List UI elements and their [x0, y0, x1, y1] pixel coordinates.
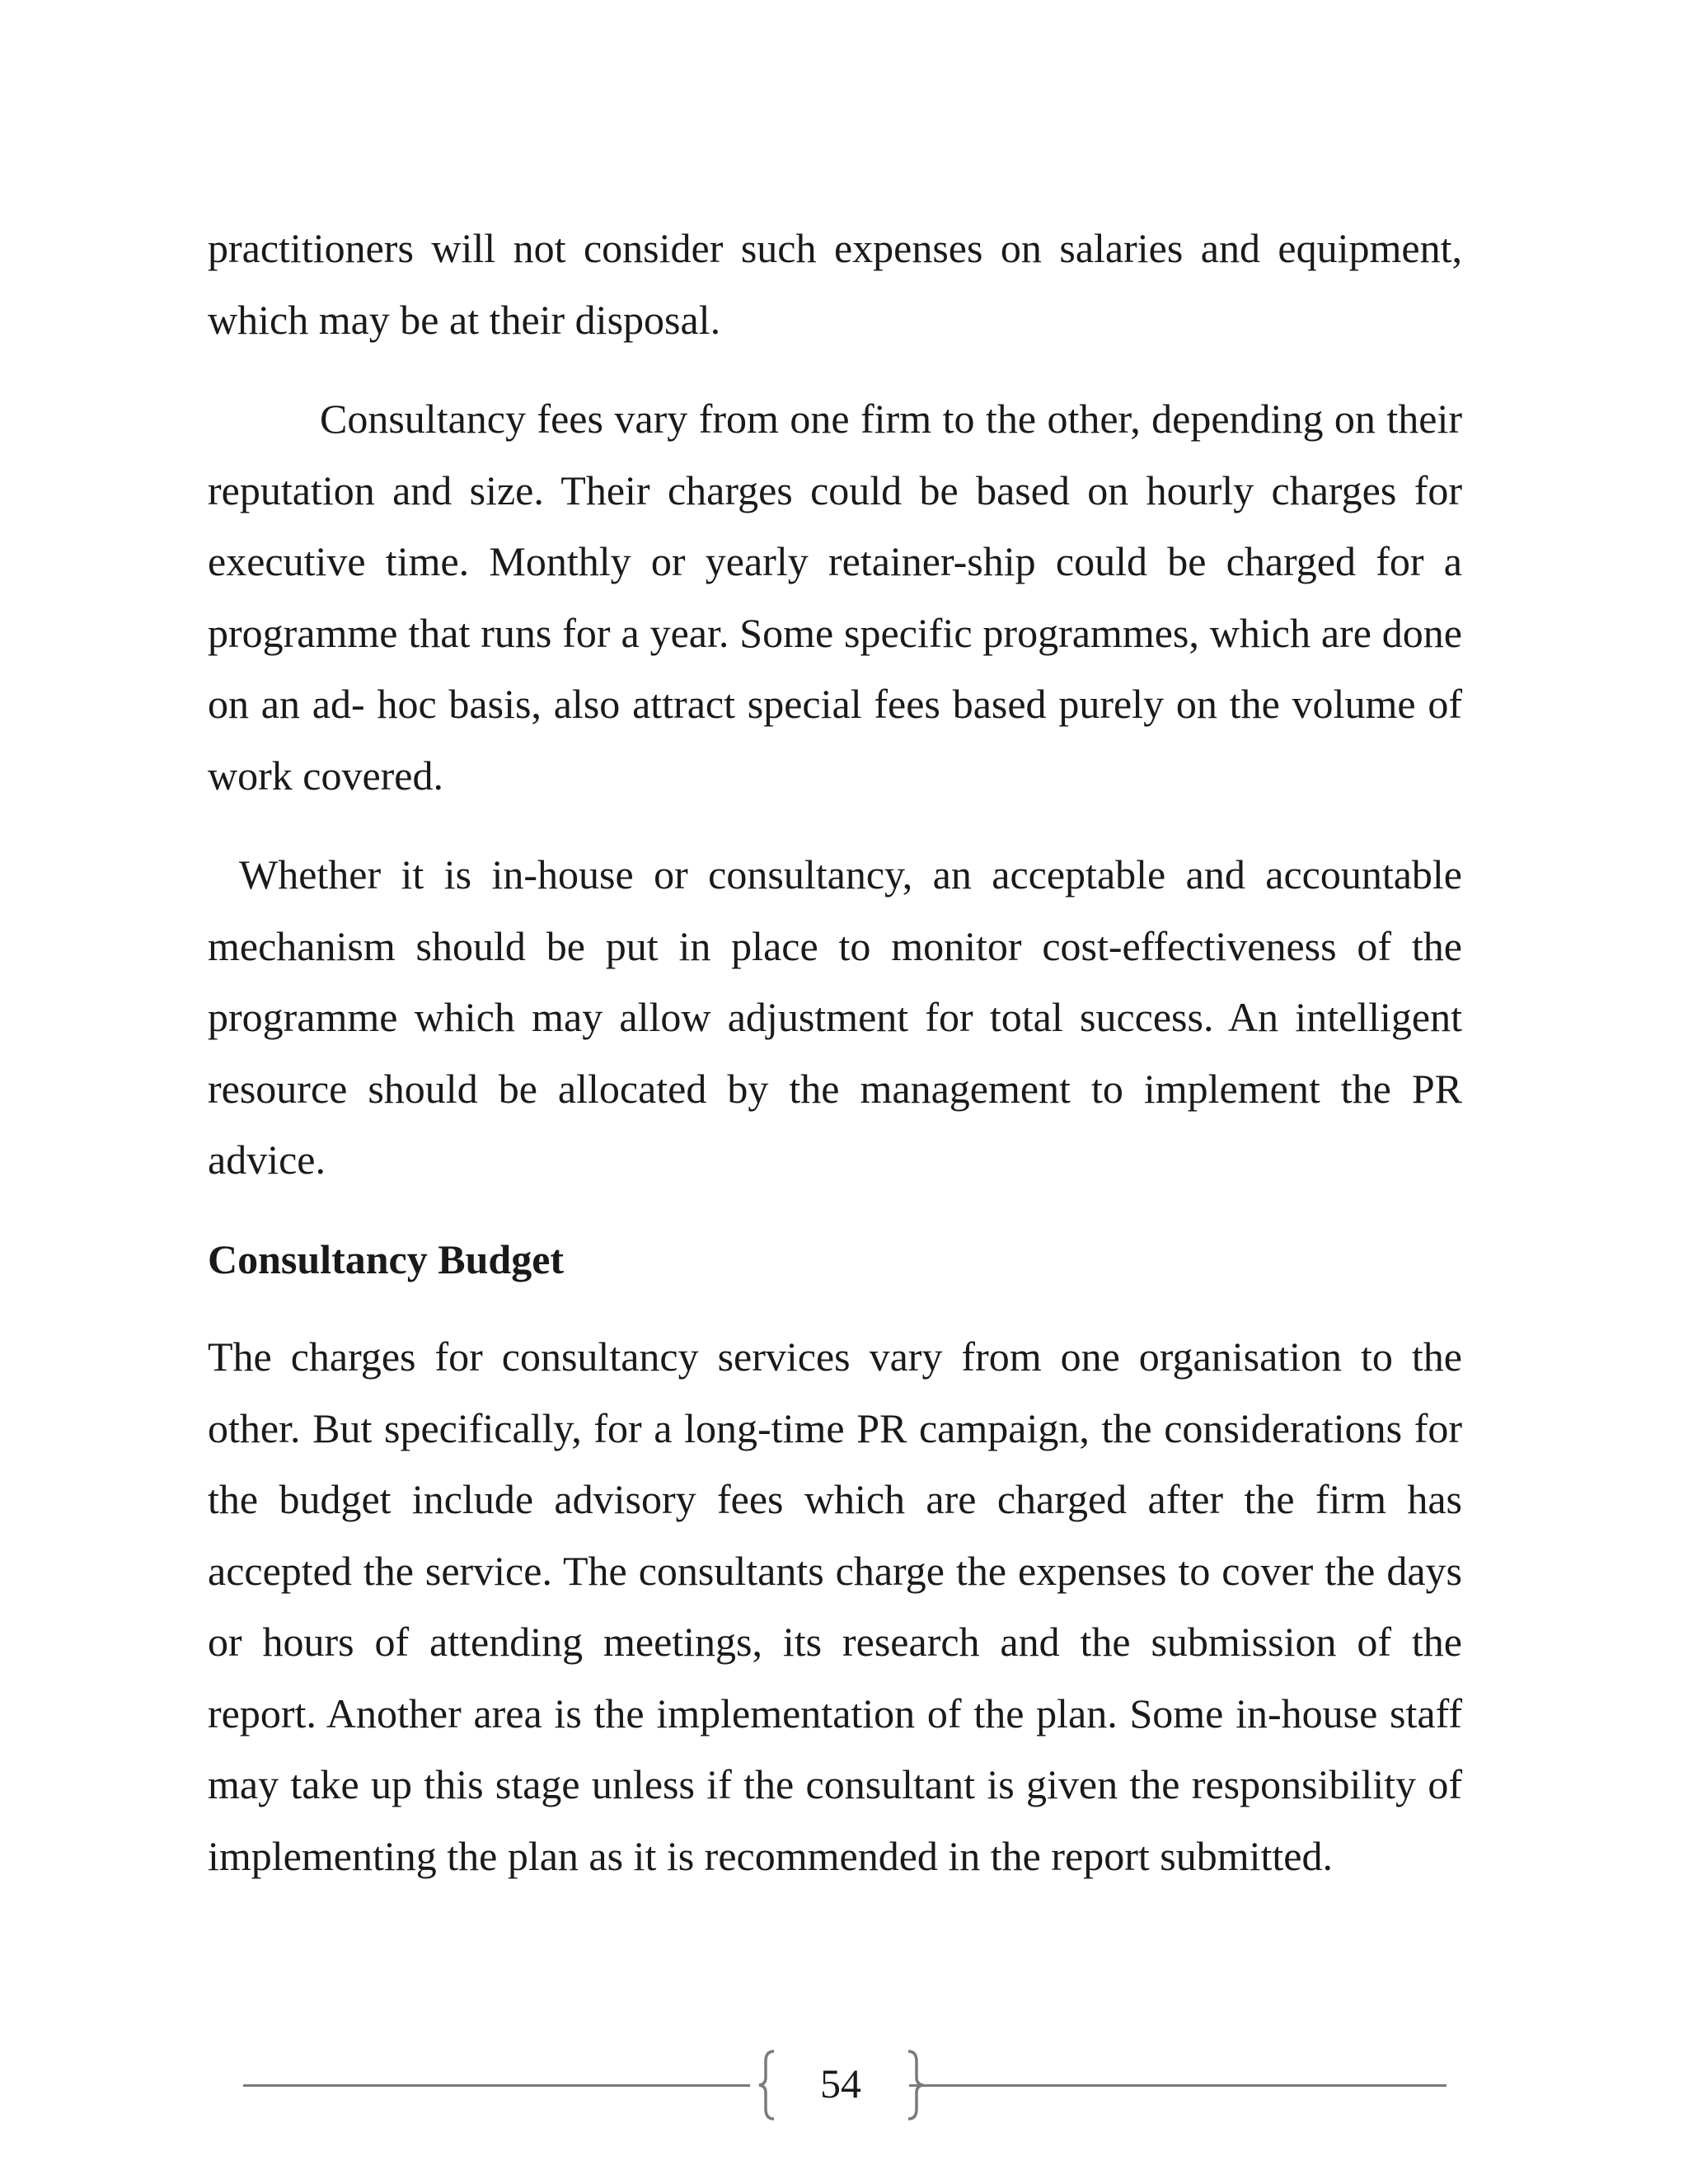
- page-footer: [243, 2048, 1447, 2122]
- page-number: 54: [820, 2060, 861, 2107]
- paragraph-cost-effectiveness: Whether it is in-house or consultancy, an acceptable and accountable mechanism should be put in place to monitor cost-effectiveness of the programme which may allow adjustment for total success. An intelligent resource should be allocated by the management to implement the PR advice.: [208, 851, 1462, 1183]
- footer-rule-left: [243, 2084, 750, 2087]
- section-heading: Consultancy Budget: [208, 1235, 565, 1282]
- paragraph-consultancy-fees: Consultancy fees vary from one firm to the other, depending on their reputation and size. Their charges could be based on hourly charges for executive time. Monthly or yearly retainer-ship could be charged for a programme that runs for a year. Some specific programmes, which are done on an ad- hoc basis, also attract special fees based purely on the volume of work covered.: [208, 396, 1462, 799]
- paragraph-consultancy-budget: The charges for consultancy services vary from one organisation to the other. But specifically, for a long-time PR campaign, the considerations for the budget include advisory fees which are charged after the firm has accepted the service. The consultants charge the expenses to cover the days or hours of attending meetings, its research and the submission of the report. Another area is the implementation of the plan. Some in-house staff may take up this stage unless if the consultant is given the responsibility of implementing the plan as it is recommended in the report submitted.: [208, 1333, 1462, 1879]
- left-brace-icon: [754, 2048, 784, 2122]
- page-body: [208, 213, 1462, 1891]
- paragraph-continuation: practitioners will not consider such expenses on salaries and equipment, which may be at their disposal.: [208, 225, 1462, 343]
- footer-rule-right: [909, 2084, 1447, 2087]
